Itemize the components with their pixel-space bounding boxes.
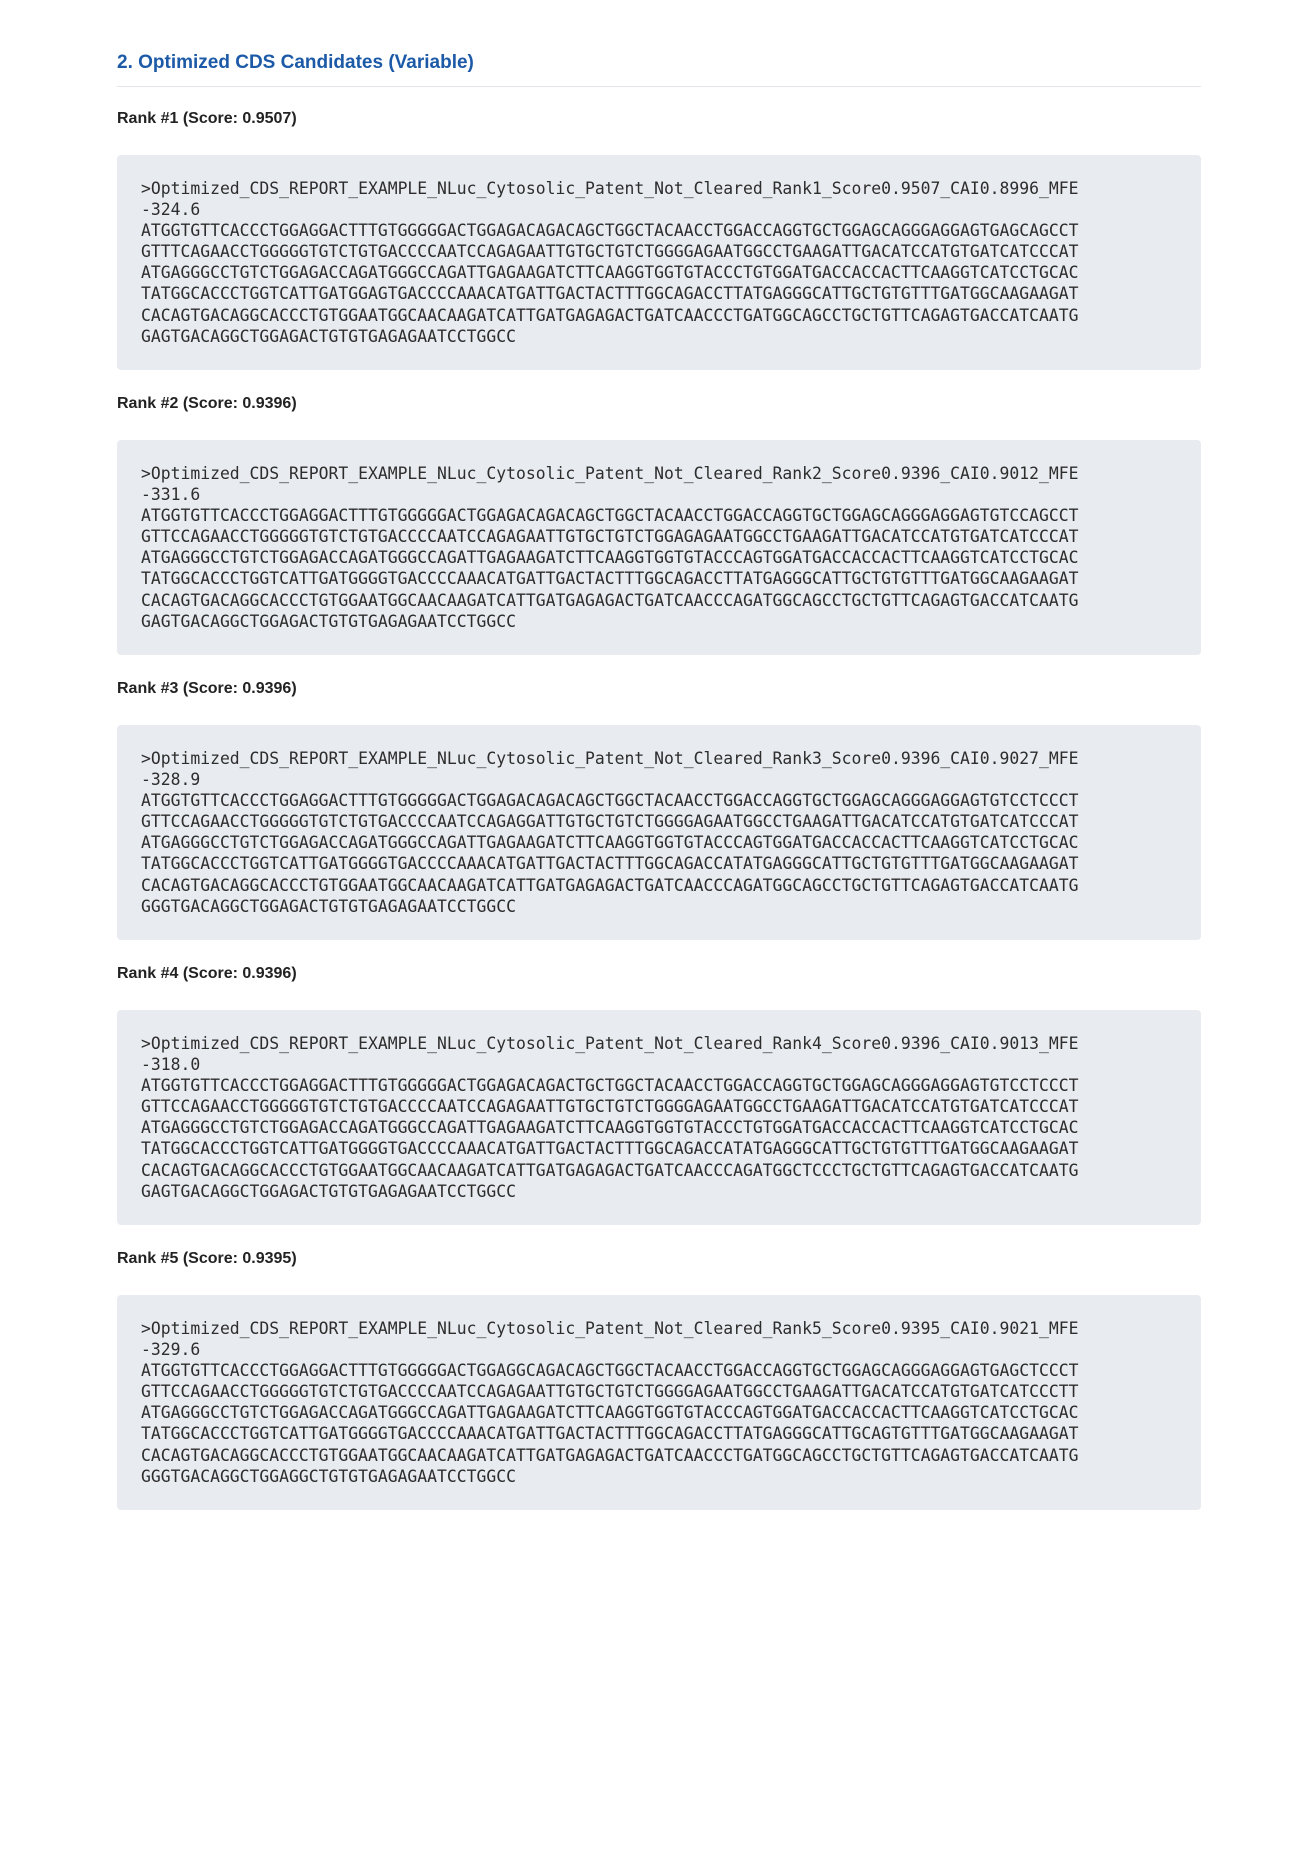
- sequence-line: -318.0: [141, 1055, 201, 1075]
- rank-title: Rank #1 (Score: 0.9507): [117, 110, 297, 127]
- sequence-line: GTTCCAGAACCTGGGGGTGTCTGTGACCCCAATCCAGAGAATTGTGCTGTCTGGAGAGAATGGCCTGAAGATTGACATCCATGTGATCATCCCAT: [141, 527, 1079, 547]
- sequence-line: GGGTGACAGGCTGGAGACTGTGTGAGAGAATCCTGGCC: [141, 896, 516, 916]
- rank-title: Rank #3 (Score: 0.9396): [117, 680, 297, 697]
- candidate-4: [117, 940, 1201, 1225]
- sequence-line: ATGAGGGCCTGTCTGGAGACCAGATGGGCCAGATTGAGAAGATCTTCAAGGTGGTGTACCCAGTGGATGACCACCACTTCAAGGTCATCCTGCAC: [141, 833, 1079, 853]
- candidate-5: [117, 1225, 1201, 1510]
- rank-title: Rank #5 (Score: 0.9395): [117, 1250, 297, 1267]
- sequence-line: TATGGCACCCTGGTCATTGATGGGGTGACCCCAAACATGATTGACTACTTTGGCAGACCATATGAGGGCATTGCTGTGTTTGATGGCAAGAAGAT: [141, 1139, 1079, 1159]
- sequence-line: TATGGCACCCTGGTCATTGATGGAGTGACCCCAAACATGATTGACTACTTTGGCAGACCTTATGAGGGCATTGCTGTGTTTGATGGCAAGAAGAT: [141, 284, 1079, 304]
- fasta-header-line: >Optimized_CDS_REPORT_EXAMPLE_NLuc_Cytosolic_Patent_Not_Cleared_Rank4_Score0.9396_CAI0.9013_MFE: [141, 1034, 1079, 1053]
- sequence-line: GTTTCAGAACCTGGGGGTGTCTGTGACCCCAATCCAGAGAATTGTGCTGTCTGGGGAGAATGGCCTGAAGATTGACATCCATGTGATCATCCCAT: [141, 242, 1079, 262]
- sequence-line: ATGAGGGCCTGTCTGGAGACCAGATGGGCCAGATTGAGAAGATCTTCAAGGTGGTGTACCCTGTGGATGACCACCACTTCAAGGTCATCCTGCAC: [141, 263, 1079, 283]
- sequence-line: ATGGTGTTCACCCTGGAGGACTTTGTGGGGGACTGGAGACAGACAGCTGGCTACAACCTGGACCAGGTGCTGGAGCAGGGAGGAGTGTCCAGCCT: [141, 506, 1079, 526]
- sequence-line: CACAGTGACAGGCACCCTGTGGAATGGCAACAAGATCATTGATGAGAGACTGATCAACCCTGATGGCAGCCTGCTGTTCAGAGTGACCATCAATG: [141, 305, 1079, 325]
- rank-title: Rank #2 (Score: 0.9396): [117, 395, 297, 412]
- rank-title: Rank #4 (Score: 0.9396): [117, 965, 297, 982]
- sequence-block: [117, 440, 1201, 655]
- fasta-header-line: >Optimized_CDS_REPORT_EXAMPLE_NLuc_Cytosolic_Patent_Not_Cleared_Rank1_Score0.9507_CAI0.8996_MFE: [141, 179, 1079, 198]
- sequence-line: GGGTGACAGGCTGGAGGCTGTGTGAGAGAATCCTGGCC: [141, 1466, 516, 1486]
- sequence-line: GTTCCAGAACCTGGGGGTGTCTGTGACCCCAATCCAGAGAATTGTGCTGTCTGGGGAGAATGGCCTGAAGATTGACATCCATGTGATCATCCCTT: [141, 1382, 1079, 1402]
- sequence-line: GAGTGACAGGCTGGAGACTGTGTGAGAGAATCCTGGCC: [141, 611, 516, 631]
- fasta-header-line: >Optimized_CDS_REPORT_EXAMPLE_NLuc_Cytosolic_Patent_Not_Cleared_Rank5_Score0.9395_CAI0.9021_MFE: [141, 1319, 1079, 1338]
- sequence-line: GAGTGACAGGCTGGAGACTGTGTGAGAGAATCCTGGCC: [141, 326, 516, 346]
- sequence-block: [117, 725, 1201, 940]
- report-page: [117, 52, 1201, 1510]
- sequence-line: ATGGTGTTCACCCTGGAGGACTTTGTGGGGGACTGGAGACAGACTGCTGGCTACAACCTGGACCAGGTGCTGGAGCAGGGAGGAGTGTCCTCCCT: [141, 1076, 1079, 1096]
- sequence-block: [117, 155, 1201, 370]
- sequence-line: TATGGCACCCTGGTCATTGATGGGGTGACCCCAAACATGATTGACTACTTTGGCAGACCTTATGAGGGCATTGCTGTGTTTGATGGCAAGAAGAT: [141, 569, 1079, 589]
- sequence-line: GTTCCAGAACCTGGGGGTGTCTGTGACCCCAATCCAGAGAATTGTGCTGTCTGGGGAGAATGGCCTGAAGATTGACATCCATGTGATCATCCCAT: [141, 1097, 1079, 1117]
- sequence-line: GTTCCAGAACCTGGGGGTGTCTGTGACCCCAATCCAGAGGATTGTGCTGTCTGGGGAGAATGGCCTGAAGATTGACATCCATGTGATCATCCCAT: [141, 812, 1079, 832]
- sequence-line: ATGGTGTTCACCCTGGAGGACTTTGTGGGGGACTGGAGACAGACAGCTGGCTACAACCTGGACCAGGTGCTGGAGCAGGGAGGAGTGAGCAGCCT: [141, 221, 1079, 241]
- candidate-1: [117, 109, 1201, 370]
- sequence-line: ATGGTGTTCACCCTGGAGGACTTTGTGGGGGACTGGAGGCAGACAGCTGGCTACAACCTGGACCAGGTGCTGGAGCAGGGAGGAGTGAGCTCCCT: [141, 1361, 1079, 1381]
- sequence-line: ATGAGGGCCTGTCTGGAGACCAGATGGGCCAGATTGAGAAGATCTTCAAGGTGGTGTACCCAGTGGATGACCACCACTTCAAGGTCATCCTGCAC: [141, 1403, 1079, 1423]
- sequence-line: TATGGCACCCTGGTCATTGATGGGGTGACCCCAAACATGATTGACTACTTTGGCAGACCATATGAGGGCATTGCTGTGTTTGATGGCAAGAAGAT: [141, 854, 1079, 874]
- sequence-line: CACAGTGACAGGCACCCTGTGGAATGGCAACAAGATCATTGATGAGAGACTGATCAACCCAGATGGCTCCCTGCTGTTCAGAGTGACCATCAATG: [141, 1160, 1079, 1180]
- sequence-line: CACAGTGACAGGCACCCTGTGGAATGGCAACAAGATCATTGATGAGAGACTGATCAACCCAGATGGCAGCCTGCTGTTCAGAGTGACCATCAATG: [141, 590, 1079, 610]
- sequence-line: -328.9: [141, 770, 201, 790]
- sequence-line: TATGGCACCCTGGTCATTGATGGGGTGACCCCAAACATGATTGACTACTTTGGCAGACCTTATGAGGGCATTGCAGTGTTTGATGGCAAGAAGAT: [141, 1424, 1079, 1444]
- sequence-block: [117, 1295, 1201, 1510]
- sequence-line: -331.6: [141, 485, 201, 505]
- sequence-line: GAGTGACAGGCTGGAGACTGTGTGAGAGAATCCTGGCC: [141, 1181, 516, 1201]
- candidate-3: [117, 655, 1201, 940]
- sequence-block: [117, 1010, 1201, 1225]
- sequence-line: -329.6: [141, 1340, 201, 1360]
- sequence-line: ATGGTGTTCACCCTGGAGGACTTTGTGGGGGACTGGAGACAGACAGCTGGCTACAACCTGGACCAGGTGCTGGAGCAGGGAGGAGTGTCCTCCCT: [141, 791, 1079, 811]
- section-title: 2. Optimized CDS Candidates (Variable): [117, 52, 1201, 87]
- sequence-line: -324.6: [141, 200, 201, 220]
- sequence-line: ATGAGGGCCTGTCTGGAGACCAGATGGGCCAGATTGAGAAGATCTTCAAGGTGGTGTACCCAGTGGATGACCACCACTTCAAGGTCATCCTGCAC: [141, 548, 1079, 568]
- fasta-header-line: >Optimized_CDS_REPORT_EXAMPLE_NLuc_Cytosolic_Patent_Not_Cleared_Rank2_Score0.9396_CAI0.9012_MFE: [141, 464, 1079, 483]
- sequence-line: CACAGTGACAGGCACCCTGTGGAATGGCAACAAGATCATTGATGAGAGACTGATCAACCCTGATGGCAGCCTGCTGTTCAGAGTGACCATCAATG: [141, 1445, 1079, 1465]
- candidate-2: [117, 370, 1201, 655]
- candidate-list: [117, 109, 1201, 1510]
- sequence-line: ATGAGGGCCTGTCTGGAGACCAGATGGGCCAGATTGAGAAGATCTTCAAGGTGGTGTACCCTGTGGATGACCACCACTTCAAGGTCATCCTGCAC: [141, 1118, 1079, 1138]
- fasta-header-line: >Optimized_CDS_REPORT_EXAMPLE_NLuc_Cytosolic_Patent_Not_Cleared_Rank3_Score0.9396_CAI0.9027_MFE: [141, 749, 1079, 768]
- sequence-line: CACAGTGACAGGCACCCTGTGGAATGGCAACAAGATCATTGATGAGAGACTGATCAACCCAGATGGCAGCCTGCTGTTCAGAGTGACCATCAATG: [141, 875, 1079, 895]
